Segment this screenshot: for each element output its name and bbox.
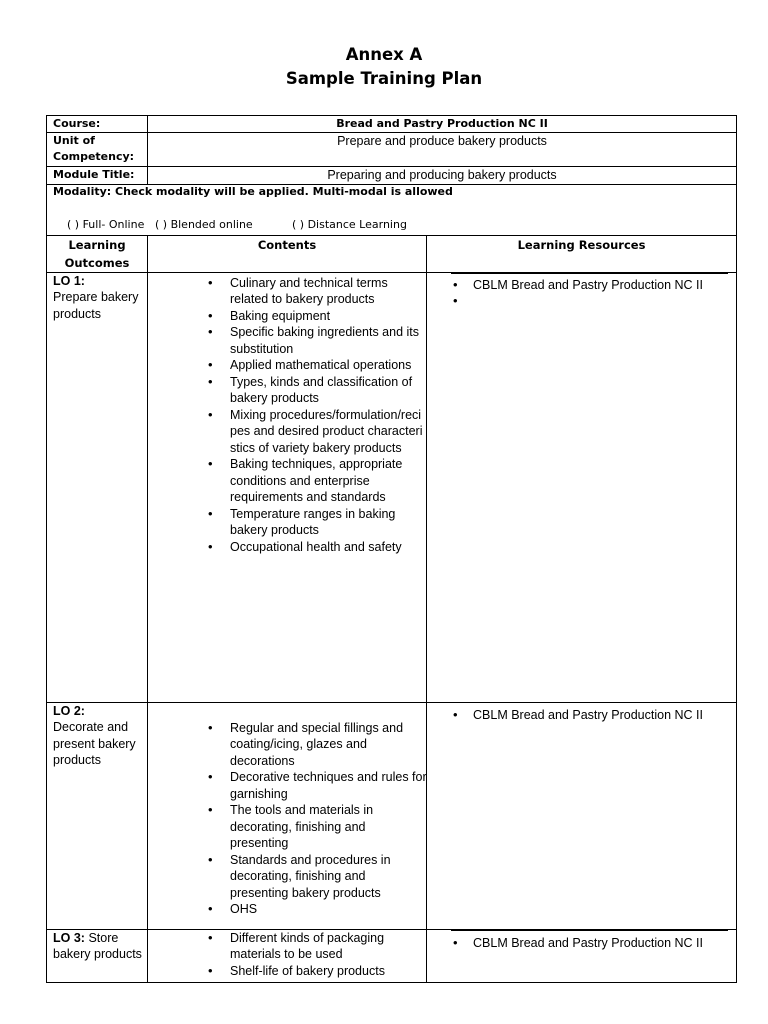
lo2-outcome xyxy=(47,702,148,929)
list-item xyxy=(154,901,426,918)
content-text: Different kinds of packaging materials to be used xyxy=(230,930,385,961)
course-row xyxy=(47,116,737,133)
list-item xyxy=(154,930,426,963)
lo2-label: LO 2: xyxy=(53,703,85,718)
content-text: Mixing procedures/formulation/recipes and desired product characteristics of variety bakery products xyxy=(230,407,423,455)
underline-rule xyxy=(451,930,728,931)
module-row xyxy=(47,167,737,185)
lo1-label: LO 1: xyxy=(53,273,85,288)
list-item xyxy=(154,357,426,374)
header-contents: Contents xyxy=(148,235,427,272)
lo3-text: Store bakery products xyxy=(53,930,142,961)
list-item xyxy=(154,407,426,457)
list-item xyxy=(154,456,426,506)
content-text: Specific baking ingredients and its substitution xyxy=(230,325,420,356)
content-text: Decorative techniques and rules for garnishing xyxy=(230,770,427,801)
course-label: Course: xyxy=(47,116,148,133)
option-blended-online[interactable]: ( ) Blended online xyxy=(155,217,253,231)
training-plan-table xyxy=(46,115,737,983)
list-item xyxy=(427,277,736,294)
underline-rule xyxy=(451,273,728,274)
content-text: Occupational health and safety xyxy=(230,539,402,554)
lo3-resources xyxy=(427,929,737,982)
content-text: Regular and special fillings and coating/icing, glazes and decorations xyxy=(230,720,404,768)
list-item xyxy=(154,852,426,902)
list-item xyxy=(154,275,426,308)
content-text: Standards and procedures in decorating, finishing and presenting bakery products xyxy=(230,852,391,900)
header-learning-resources: Learning Resources xyxy=(427,235,737,272)
content-text: Applied mathematical operations xyxy=(230,358,412,372)
list-item xyxy=(154,308,426,325)
unit-row xyxy=(47,133,737,167)
content-text: Types, kinds and classification of bakery products xyxy=(230,374,413,405)
header-learning-outcomes xyxy=(47,235,148,272)
list-item xyxy=(154,374,426,407)
content-text: OHS xyxy=(230,902,258,916)
lo1-outcome xyxy=(47,272,148,702)
lo1-contents xyxy=(148,272,427,702)
header-learning-outcomes-label: Learning Outcomes xyxy=(64,237,130,270)
content-text: The tools and materials in decorating, finishing and presenting xyxy=(230,803,374,850)
list-item xyxy=(154,963,426,980)
content-text: Baking techniques, appropriate conditions and enterprise requirements and standards xyxy=(230,457,403,504)
list-item xyxy=(154,539,426,556)
lo1-text: Prepare bakery products xyxy=(53,290,139,321)
list-item xyxy=(154,802,426,852)
annex-title: Annex A xyxy=(345,45,423,64)
modality-cell xyxy=(47,184,737,235)
option-full-online[interactable]: ( ) Full- Online xyxy=(67,217,145,231)
content-text: Baking equipment xyxy=(230,308,331,323)
content-text: Culinary and technical terms related to bakery products xyxy=(230,275,388,306)
module-label: Module Title: xyxy=(47,167,148,185)
lo3-contents xyxy=(148,929,427,982)
resource-text: CBLM Bread and Pastry Production NC II xyxy=(473,707,703,722)
option-distance-learning[interactable]: ( ) Distance Learning xyxy=(292,217,407,231)
module-value: Preparing and producing bakery products xyxy=(148,167,737,185)
lo2-text: Decorate and present bakery products xyxy=(53,720,136,767)
list-item xyxy=(154,506,426,539)
lo3-row xyxy=(47,929,737,982)
unit-value: Prepare and produce bakery products xyxy=(148,133,737,167)
lo3-outcome xyxy=(47,929,148,982)
resource-text: CBLM Bread and Pastry Production NC II xyxy=(473,277,703,292)
list-item xyxy=(427,293,736,309)
lo2-row xyxy=(47,702,737,929)
content-text: Temperature ranges in baking bakery products xyxy=(230,506,396,537)
lo2-resources xyxy=(427,702,737,929)
modality-row xyxy=(47,184,737,235)
lo3-label: LO 3: xyxy=(53,930,85,945)
list-item xyxy=(427,935,736,952)
unit-label: Unit of Competency: xyxy=(47,133,148,167)
modality-options xyxy=(53,218,736,232)
course-value: Bread and Pastry Production NC II xyxy=(148,116,737,133)
lo1-resources xyxy=(427,272,737,702)
list-item xyxy=(154,720,426,770)
list-item xyxy=(154,769,426,802)
list-item xyxy=(154,324,426,357)
lo1-row xyxy=(47,272,737,702)
modality-text: Modality: Check modality will be applied. Multi-modal is allowed xyxy=(53,184,453,198)
resource-text: CBLM Bread and Pastry Production NC II xyxy=(473,935,703,950)
document-title: Sample Training Plan xyxy=(285,69,483,88)
lo2-contents xyxy=(148,702,427,929)
header-row xyxy=(47,235,737,272)
list-item xyxy=(427,707,736,724)
content-text: Shelf-life of bakery products xyxy=(230,963,385,978)
